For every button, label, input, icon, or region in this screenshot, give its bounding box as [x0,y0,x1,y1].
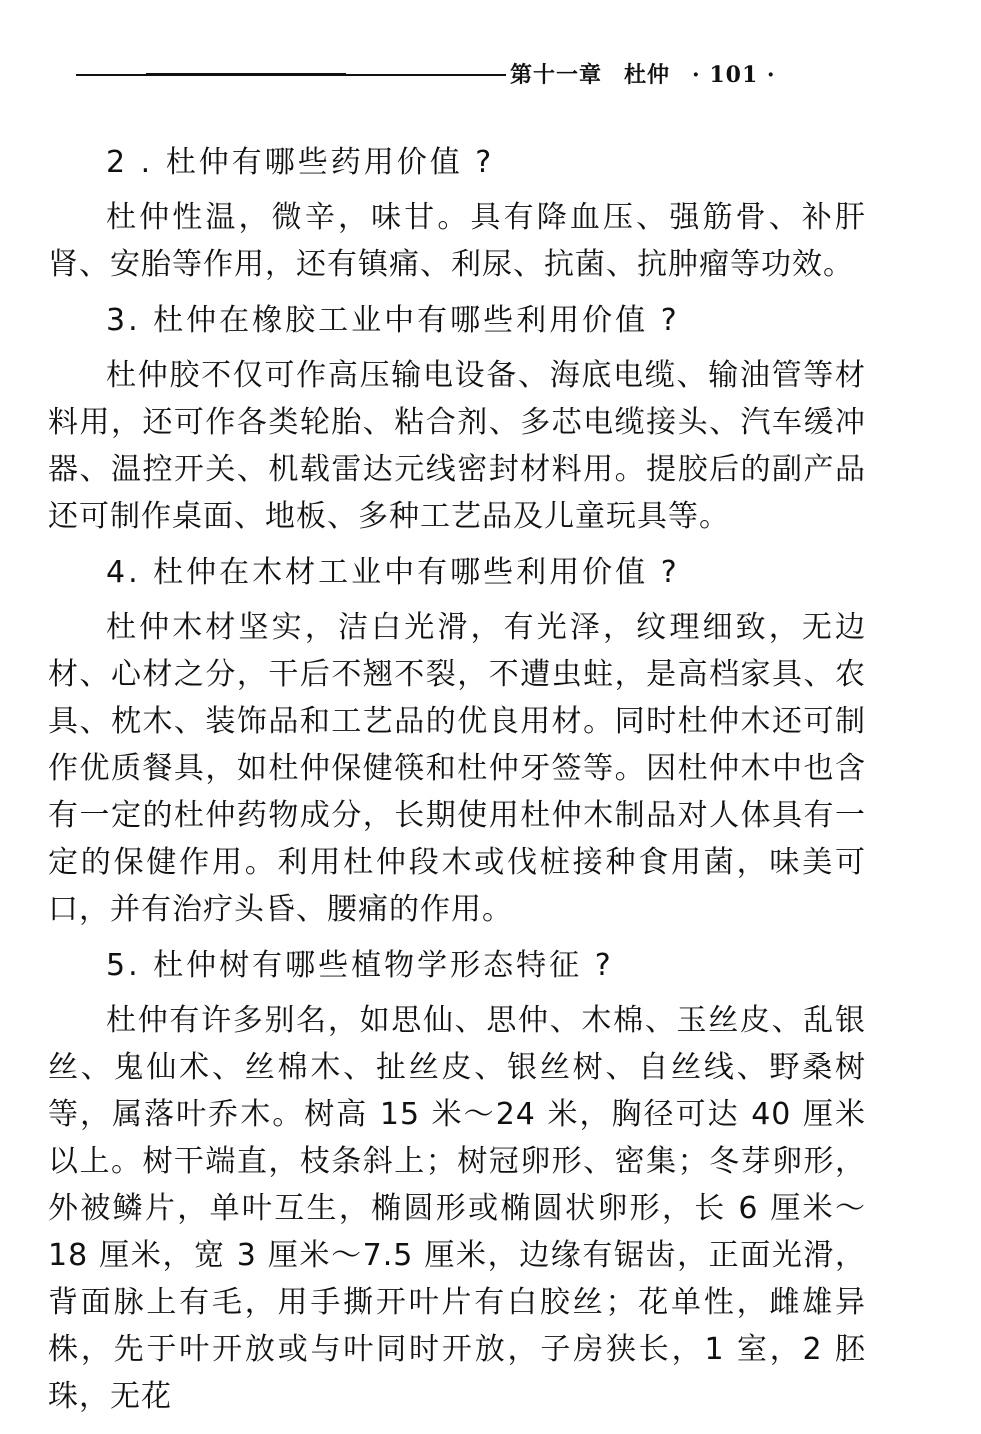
question-heading: 4. 杜仲在木材工业中有哪些利用价值 ? [106,555,680,590]
page-body [48,138,866,1428]
running-title [510,58,776,89]
body-paragraph: 杜仲木材坚实，洁白光滑，有光泽，纹理细致，无边材、心材之分，干后不翘不裂，不遭虫蛀，是高档家具、农具、枕木、装饰品和工艺品的优良用材。同时杜仲木还可制作优质餐具，如杜仲保健筷和杜仲牙签等。因杜仲木中也含有一定的杜仲药物成分，长期使用杜仲木制品对人体具有一定的保健作用。利用杜仲段木或伐桩接种食用菌，味美可口，并有治疗头昏、腰痛的作用。 [48,610,866,927]
question-heading: 2 . 杜仲有哪些药用价值 ? [106,145,495,180]
body-paragraph: 杜仲性温，微辛，味甘。具有降血压、强筋骨、补肝肾、安胎等作用，还有镇痛、利尿、抗菌、抗肿瘤等功效。 [48,200,866,282]
page-number: · 101 · [692,62,776,88]
section-5 [48,941,866,1420]
body-paragraph: 杜仲胶不仅可作高压输电设备、海底电缆、输油管等材料用，还可作各类轮胎、粘合剂、多芯电缆接头、汽车缓冲器、温控开关、机载雷达元线密封材料用。提胶后的副产品还可制作桌面、地板、多种工艺品及儿童玩具等。 [48,358,866,534]
question-heading: 5. 杜仲树有哪些植物学形态特征 ? [106,948,614,983]
body-paragraph: 杜仲有许多别名，如思仙、思仲、木棉、玉丝皮、乱银丝、鬼仙术、丝棉木、扯丝皮、银丝树、自丝线、野桑树等，属落叶乔木。树高 15 米～24 米，胸径可达 40 厘米以上。树干端直，枝条斜上；树冠卵形、密集；冬芽卵形，外被鳞片，单叶互生，椭圆形或椭圆状卵形，长 6 厘米～18 厘米，宽 3 厘米～7.5 厘米，边缘有锯齿，正面光滑，背面脉上有毛，用手撕开叶片有白胶丝；花单性，雌雄异株，先于叶开放或与叶同时开放，子房狭长，1 室，2 胚珠，无花 [48,1003,866,1414]
chapter-title: 杜仲 [624,62,671,88]
question-heading: 3. 杜仲在橡胶工业中有哪些利用价值 ? [106,303,680,338]
section-2 [48,138,866,288]
section-4 [48,548,866,933]
section-3 [48,296,866,540]
header-rule-thick [146,73,346,76]
chapter-label: 第十一章 [510,62,603,88]
running-header [76,58,836,92]
